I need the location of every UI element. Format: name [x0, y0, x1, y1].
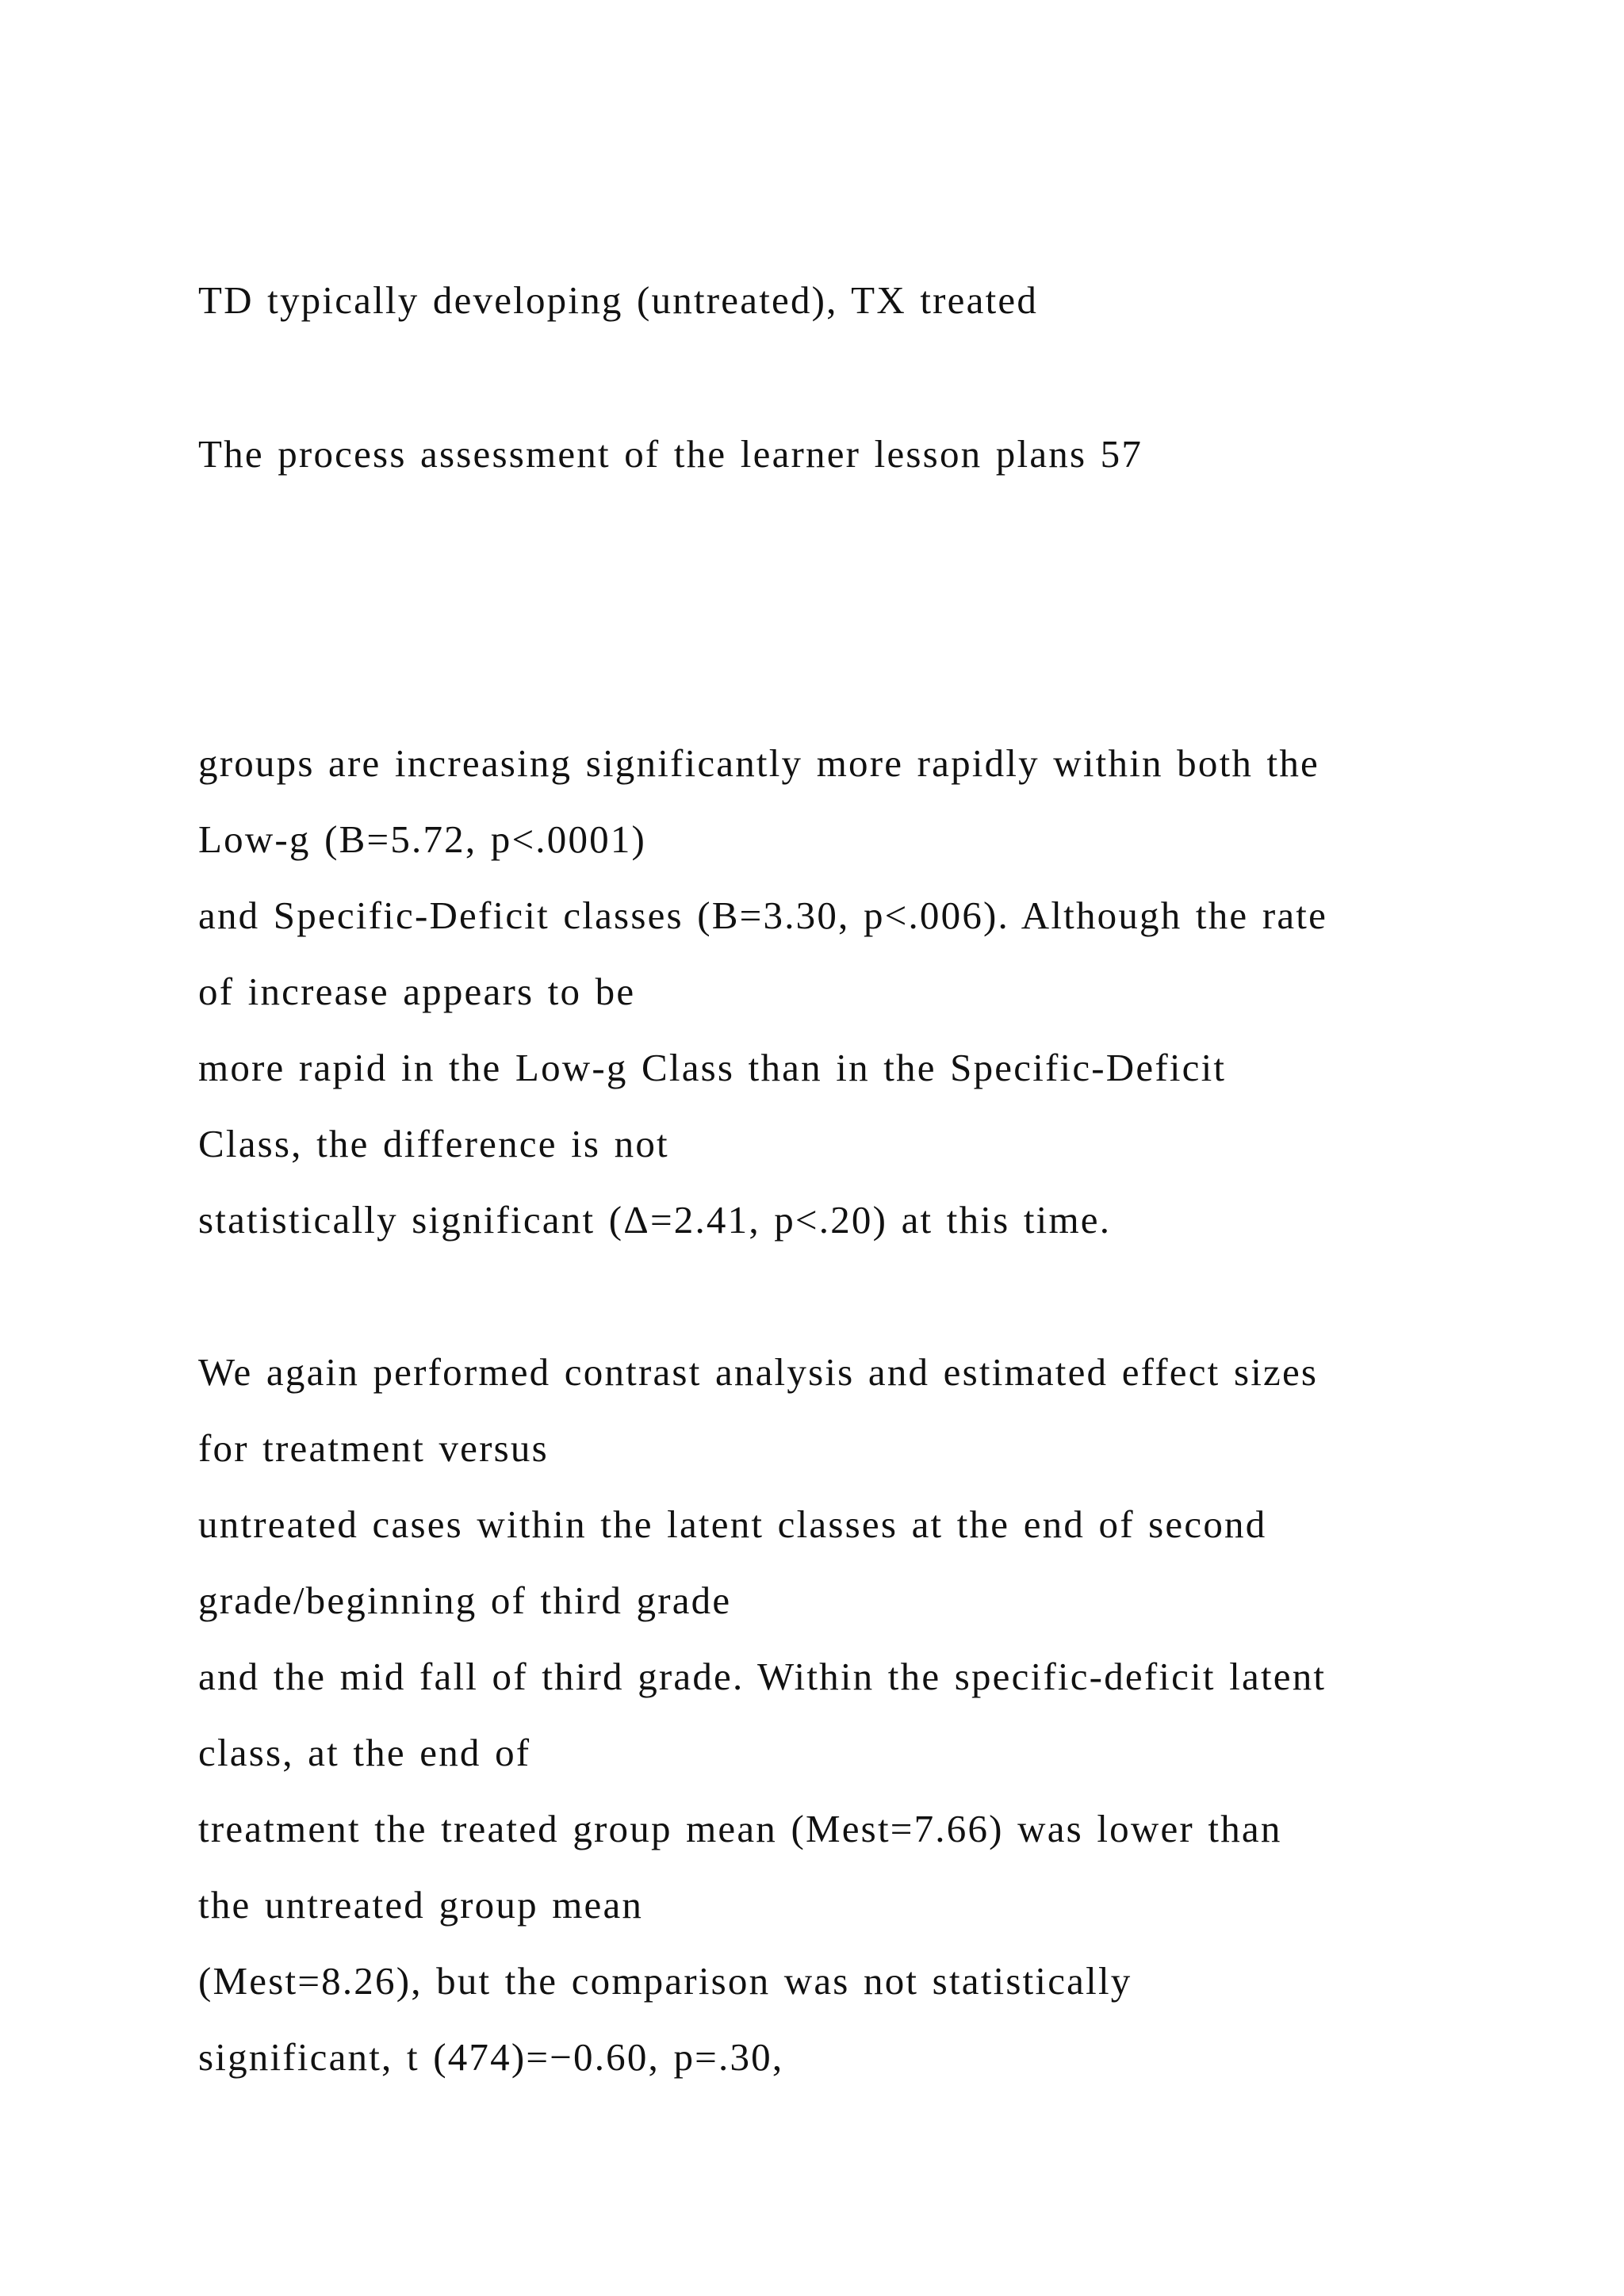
- paragraph-1-line-6: Class, the difference is not: [198, 1122, 669, 1165]
- paragraph-2-line-10: significant, t (474)=−0.60, p=.30,: [198, 2035, 784, 2079]
- paragraph-2-line-1: We again performed contrast analysis and estimated effect sizes: [198, 1350, 1319, 1394]
- note-line: TD typically developing (untreated), TX treated: [198, 278, 1039, 322]
- paragraph-2-line-9: (Mest=8.26), but the comparison was not statistically: [198, 1959, 1132, 2003]
- running-header: The process assessment of the learner lesson plans 57: [198, 432, 1143, 476]
- paragraph-2-line-4: grade/beginning of third grade: [198, 1578, 732, 1622]
- paragraph-1-line-5: more rapid in the Low-g Class than in the Specific-Deficit: [198, 1046, 1227, 1089]
- paragraph-1-line-1: groups are increasing significantly more rapidly within both the: [198, 741, 1320, 785]
- paragraph-1-line-2: Low-g (B=5.72, p<.0001): [198, 817, 647, 861]
- paragraph-2-line-7: treatment the treated group mean (Mest=7.66) was lower than: [198, 1807, 1282, 1850]
- paragraph-2-line-6: class, at the end of: [198, 1731, 531, 1774]
- paragraph-2-line-3: untreated cases within the latent classes at the end of second: [198, 1502, 1267, 1546]
- paragraph-1-line-4: of increase appears to be: [198, 970, 636, 1013]
- paragraph-1-line-7: statistically significant (Δ=2.41, p<.20) at this time.: [198, 1198, 1112, 1242]
- paragraph-1-line-3: and Specific-Deficit classes (B=3.30, p<.006). Although the rate: [198, 894, 1328, 937]
- paragraph-2-line-2: for treatment versus: [198, 1426, 549, 1470]
- paragraph-2-line-5: and the mid fall of third grade. Within the specific-deficit latent: [198, 1655, 1327, 1698]
- paragraph-2-line-8: the untreated group mean: [198, 1883, 644, 1927]
